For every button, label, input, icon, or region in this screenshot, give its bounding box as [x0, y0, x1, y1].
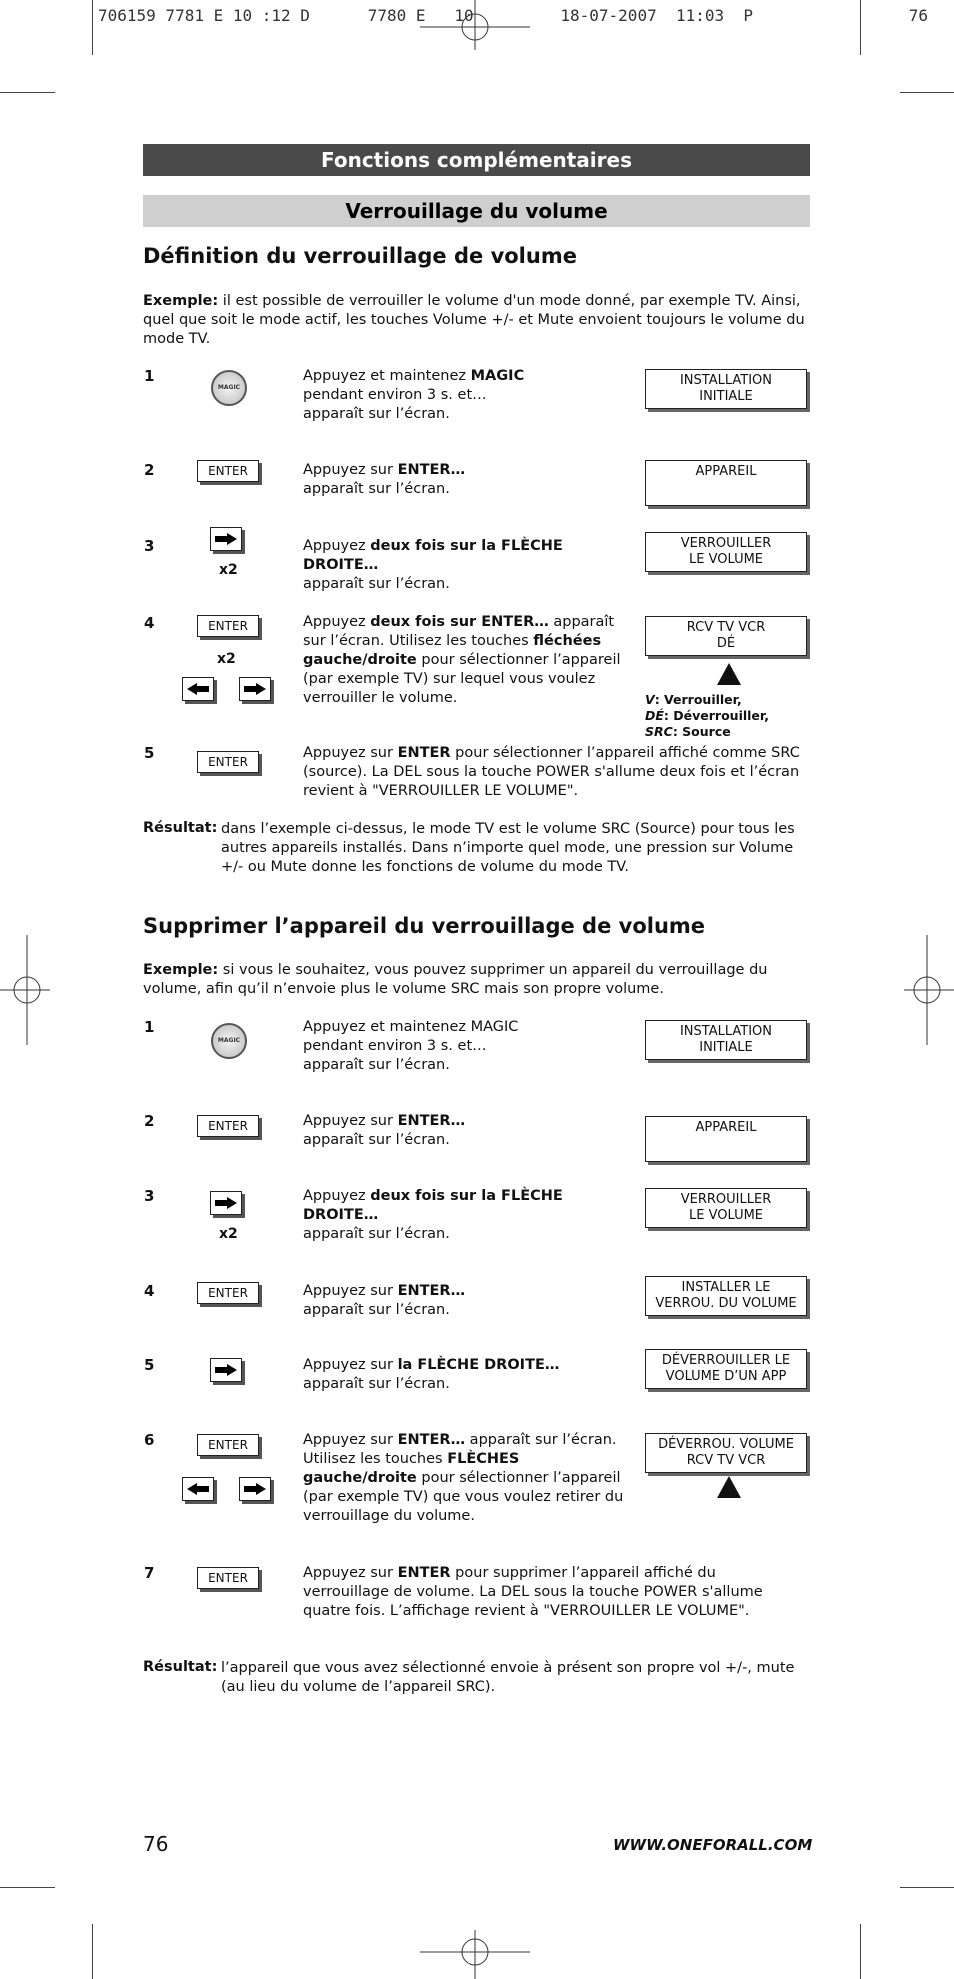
lcd-screen: VERROUILLER LE VOLUME	[645, 1188, 807, 1228]
example-label: Exemple:	[143, 962, 219, 978]
step-text-post: apparaît sur l’écran.	[303, 1226, 450, 1242]
step-text	[303, 1187, 643, 1244]
lcd-screen: APPAREIL	[645, 460, 807, 506]
step-text-post: apparaît sur l’écran. Utilisez les touches	[303, 614, 615, 649]
step-text-bold: ENTER…	[397, 1283, 466, 1299]
legend-key: DÉ	[645, 708, 664, 723]
crop-mark	[0, 1887, 55, 1888]
step-number: 6	[144, 1431, 155, 1449]
step-number: 3	[144, 1187, 155, 1205]
result-label: Résultat:	[143, 820, 218, 836]
lcd-screen: INSTALLER LE VERROU. DU VOLUME	[645, 1276, 807, 1316]
pointer-triangle-icon	[717, 1476, 741, 1498]
step-text-bold: ENTER…	[397, 462, 466, 478]
step-number: 1	[144, 367, 155, 385]
step-text-pre: Appuyez sur	[303, 1113, 398, 1129]
section-title: Fonctions complémentaires	[143, 144, 810, 176]
step-text-post: pendant environ 3 s. et… apparaît sur l’écran.	[303, 387, 487, 422]
lcd-screen: RCV TV VCR DÉ	[645, 616, 807, 656]
step-text-pre: Appuyez	[303, 538, 371, 554]
step-text-bold: MAGIC	[470, 368, 525, 384]
enter-button-icon: ENTER	[197, 1434, 259, 1456]
step-text	[303, 744, 813, 801]
legend-item	[645, 724, 769, 740]
step-text	[303, 461, 553, 499]
step-text-post: pour sélectionner l’appareil (par exemple TV) sur lequel vous voulez verrouiller le volume.	[303, 652, 621, 706]
step-text-bold: ENTER	[397, 745, 451, 761]
magic-key-icon: MAGIC	[211, 1023, 247, 1059]
step-text-pre: Appuyez et maintenez	[303, 368, 471, 384]
crop-mark	[860, 1924, 861, 1979]
legend-key: SRC	[645, 724, 673, 739]
page-number: 76	[143, 1832, 169, 1856]
magic-key-icon: MAGIC	[211, 370, 247, 406]
legend	[645, 692, 769, 740]
repeat-count: x2	[219, 1226, 238, 1242]
step-text-pre: Appuyez sur	[303, 1357, 398, 1373]
enter-button-icon: ENTER	[197, 751, 259, 773]
step-text	[303, 1356, 593, 1394]
step-number: 7	[144, 1564, 155, 1582]
lcd-screen: VERROUILLER LE VOLUME	[645, 532, 807, 572]
enter-button-icon: ENTER	[197, 1567, 259, 1589]
part1-heading: Définition du verrouillage de volume	[143, 244, 577, 268]
repeat-count: x2	[219, 562, 238, 578]
lcd-screen: DÉVERROUILLER LE VOLUME D’UN APP	[645, 1349, 807, 1389]
legend-item	[645, 692, 769, 708]
part1-example	[143, 292, 810, 349]
step-text-pre: Appuyez sur	[303, 1283, 398, 1299]
section-subtitle: Verrouillage du volume	[143, 195, 810, 227]
right-arrow-key-icon	[239, 677, 271, 701]
registration-mark	[420, 1930, 530, 1979]
enter-button-icon: ENTER	[197, 615, 259, 637]
step-text-post: apparaît sur l’écran.	[303, 1132, 450, 1148]
step-text	[303, 1564, 803, 1621]
enter-button-icon: ENTER	[197, 1115, 259, 1137]
step-text-pre: Appuyez	[303, 614, 371, 630]
step-text-post: apparaît sur l’écran. Utilisez les touches	[303, 1432, 617, 1467]
part2-heading: Supprimer l’appareil du verrouillage de volume	[143, 914, 706, 938]
step-number: 4	[144, 1282, 155, 1300]
step-text-pre: Appuyez	[303, 1188, 371, 1204]
legend-value: : Verrouiller,	[654, 692, 742, 707]
brand-url: WWW.ONEFORALL.COM	[613, 1836, 813, 1854]
right-arrow-key-icon	[210, 1358, 242, 1382]
step-text-bold: ENTER…	[397, 1113, 466, 1129]
step-number: 5	[144, 744, 155, 762]
right-arrow-key-icon	[210, 1191, 242, 1215]
step-text-bold: deux fois sur ENTER…	[370, 614, 549, 630]
crop-mark	[0, 92, 55, 93]
result-label: Résultat:	[143, 1659, 218, 1675]
example-text: il est possible de verrouiller le volume d'un mode donné, par exemple TV. Ainsi, quel que soit le mode actif, les touches Volume +/- et Mute envoient toujours le volume du mode TV.	[143, 293, 805, 347]
enter-button-icon: ENTER	[197, 1282, 259, 1304]
lcd-screen: INSTALLATION INITIALE	[645, 369, 807, 409]
legend-item	[645, 708, 769, 724]
step-text-bold: FLÈCHES gauche/droite	[303, 1451, 520, 1486]
right-arrow-key-icon	[239, 1477, 271, 1501]
step-text-post: pour sélectionner l’appareil affiché comme SRC (source). La DEL sous la touche POWER s'allume deux fois et l’écran revient à "VERROUILLER LE VOLUME".	[303, 745, 800, 799]
step-text-post: pour sélectionner l’appareil (par exemple TV) que vous voulez retirer du verrouillage du volume.	[303, 1470, 624, 1524]
step-text-bold: ENTER…	[397, 1432, 466, 1448]
crop-mark	[92, 1924, 93, 1979]
step-number: 1	[144, 1018, 155, 1036]
step-text	[303, 613, 633, 708]
step-text-bold: ENTER	[397, 1565, 451, 1581]
left-arrow-key-icon	[182, 677, 214, 701]
legend-key: V	[645, 692, 655, 707]
right-arrow-key-icon	[210, 527, 242, 551]
lcd-screen: DÉVERROU. VOLUME RCV TV VCR	[645, 1433, 807, 1473]
step-number: 2	[144, 1112, 155, 1130]
page-corner-number: 76	[908, 6, 928, 25]
step-number: 2	[144, 461, 155, 479]
crop-mark	[900, 1887, 954, 1888]
legend-value: : Source	[672, 724, 731, 739]
step-text	[303, 367, 553, 424]
part2-example	[143, 961, 810, 999]
step-text	[303, 1282, 553, 1320]
repeat-count: x2	[217, 651, 236, 667]
step-text-pre: Appuyez sur	[303, 1565, 398, 1581]
lcd-screen: INSTALLATION INITIALE	[645, 1020, 807, 1060]
legend-value: : Déverrouiller,	[663, 708, 769, 723]
step-number: 4	[144, 614, 155, 632]
registration-mark	[420, 0, 530, 50]
step-text-post: apparaît sur l’écran.	[303, 576, 450, 592]
result-text: dans l’exemple ci-dessus, le mode TV est le volume SRC (Source) pour tous les autres appareils installés. Dans n’importe quel mode, une pression sur Volume +/- ou Mute donne les fonctions de volume du mode TV.	[221, 821, 795, 875]
registration-mark	[0, 935, 50, 1045]
crop-mark	[860, 0, 861, 55]
step-number: 5	[144, 1356, 155, 1374]
step-text-bold: deux fois sur la FLÈCHE DROITE…	[303, 538, 563, 573]
step-text-pre: Appuyez sur	[303, 462, 398, 478]
enter-button-icon: ENTER	[197, 460, 259, 482]
crop-mark	[92, 0, 93, 55]
step-text-pre: Appuyez sur	[303, 745, 398, 761]
example-text: si vous le souhaitez, vous pouvez supprimer un appareil du verrouillage du volume, afin qu’il n’envoie plus le volume SRC mais son propre volume.	[143, 962, 768, 997]
step-text-post: pour supprimer l’appareil affiché du verrouillage de volume. La DEL sous la touche POWER s'allume quatre fois. L’affichage revient à "VERROUILLER LE VOLUME".	[303, 1565, 763, 1619]
step-text	[303, 1112, 553, 1150]
crop-mark	[900, 92, 954, 93]
step-text-pre: Appuyez sur	[303, 1432, 398, 1448]
print-header: 706159 7781 E 10 :12 D 7780 E 10 18-07-2007 11:03 P	[98, 6, 754, 25]
lcd-screen: APPAREIL	[645, 1116, 807, 1162]
step-text-bold: deux fois sur la FLÈCHE DROITE…	[303, 1188, 563, 1223]
left-arrow-key-icon	[182, 1477, 214, 1501]
step-number: 3	[144, 537, 155, 555]
step-text	[303, 537, 643, 594]
step-text	[303, 1431, 638, 1526]
step-text: Appuyez et maintenez MAGIC pendant environ 3 s. et… apparaît sur l’écran.	[303, 1019, 519, 1073]
example-label: Exemple:	[143, 293, 219, 309]
step-text-bold: fléchées gauche/droite	[303, 633, 602, 668]
pointer-triangle-icon	[717, 663, 741, 685]
result-text: l’appareil que vous avez sélectionné envoie à présent son propre vol +/-, mute (au lieu du volume de l’appareil SRC).	[221, 1660, 795, 1695]
registration-mark	[904, 935, 954, 1045]
step-text-post: apparaît sur l’écran.	[303, 1376, 450, 1392]
step-text-bold: la FLÈCHE DROITE…	[397, 1357, 560, 1373]
step-text-post: apparaît sur l’écran.	[303, 481, 450, 497]
step-text-post: apparaît sur l’écran.	[303, 1302, 450, 1318]
